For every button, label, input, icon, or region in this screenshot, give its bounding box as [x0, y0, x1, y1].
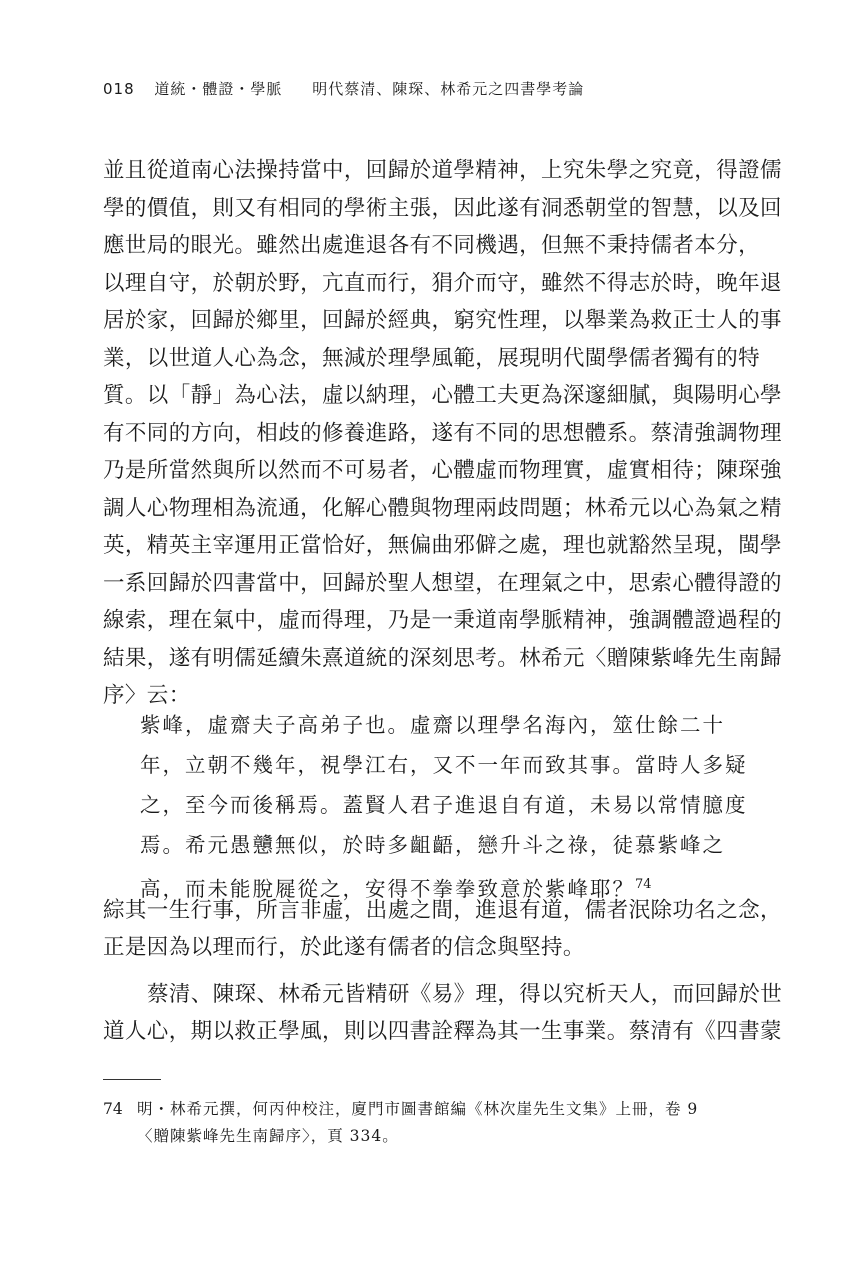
running-header — [103, 78, 763, 99]
text-line: 綜其一生行事，所言非虛，出處之間，進退有道，儒者泯除功名之念， — [103, 898, 782, 923]
text-line: 結果，遂有明儒延續朱熹道統的深刻思考。林希元〈贈陳紫峰先生南歸 — [103, 645, 782, 671]
text-line: 調人心物理相為流通，化解心體與物理兩歧問題；林希元以心為氣之精 — [103, 495, 782, 521]
text-line: 英，精英主宰運用正當恰好，無偏曲邪僻之處，理也就豁然呈現，閩學 — [103, 533, 782, 558]
text-line: 以理自守，於朝於野，亢直而行，狷介而守，雖然不得志於時，晚年退 — [103, 270, 782, 296]
text-line: 線索，理在氣中，虛而得理，乃是一秉道南學脈精神，強調體證過程的 — [103, 608, 782, 633]
text-line: 應世局的眼光。雖然出處進退各有不同機遇，但無不秉持儒者本分， — [103, 233, 761, 258]
closing-paragraphs — [103, 893, 783, 1050]
text-line: 蔡清、陳琛、林希元皆精研《易》理，得以究析天人，而回歸於世 — [147, 982, 783, 1007]
book-subtitle: 明代蔡清、陳琛、林希元之四書學考論 — [312, 80, 585, 98]
block-quote — [140, 705, 760, 905]
text-line: 道人心，期以救正學風，則以四書詮釋為其一生事業。蔡清有《四書蒙 — [103, 1018, 782, 1044]
text-line: 學的價值，則又有相同的學術主張，因此遂有洞悉朝堂的智慧，以及回 — [103, 195, 782, 221]
main-paragraph — [103, 152, 782, 715]
page-number: 018 — [103, 80, 135, 98]
text-line: 並且從道南心法操持當中，回歸於道學精神，上究朱學之究竟，得證儒 — [103, 158, 782, 183]
footnote-divider — [103, 1079, 161, 1080]
quote-line: 年，立朝不幾年，視學江右，又不一年而致其事。當時人多疑 — [140, 753, 748, 777]
footnote-text-line: 〈贈陳紫峰先生南歸序〉，頁 334。 — [137, 1127, 399, 1145]
text-line: 質。以「靜」為心法，虛以納理，心體工夫更為深邃細膩，與陽明心學 — [103, 383, 782, 408]
quote-line-text: 高，而未能脫屣從之，安得不拳拳致意於紫峰耶？ — [140, 876, 635, 901]
quote-line: 焉。希元愚戇無似，於時多齟齬，戀升斗之祿，徒慕紫峰之 — [140, 833, 725, 857]
footnote — [103, 1096, 763, 1150]
footnote-number: 74 — [103, 1100, 123, 1118]
footnote-reference[interactable]: 74 — [635, 877, 652, 892]
footnote-text-line: 明・林希元撰，何丙仲校注，廈門市圖書館編《林次崖先生文集》上冊，卷 9 — [137, 1100, 699, 1118]
text-line: 乃是所當然與所以然而不可易者，心體虛而物理實，虛實相待；陳琛強 — [103, 458, 782, 483]
quote-line: 紫峰，虛齋夫子高弟子也。虛齋以理學名海內，筮仕餘二十 — [140, 713, 725, 737]
text-line: 業，以世道人心為念，無減於理學風範，展現明代閩學儒者獨有的特 — [103, 345, 761, 371]
text-line: 一系回歸於四書當中，回歸於聖人想望，在理氣之中，思索心體得證的 — [103, 570, 782, 596]
quote-line: 之，至今而後稱焉。蓋賢人君子進退自有道，未易以常情臆度 — [140, 793, 748, 817]
text-line: 序〉云： — [103, 683, 191, 708]
text-line: 有不同的方向，相歧的修養進路，遂有不同的思想體系。蔡清強調物理 — [103, 420, 782, 446]
book-title: 道統・體證・學脈 — [154, 80, 283, 98]
text-line: 居於家，回歸於鄉里，回歸於經典，窮究性理，以舉業為救正士人的事 — [103, 308, 782, 333]
text-line: 正是因為以理而行，於此遂有儒者的信念與堅持。 — [103, 934, 585, 960]
